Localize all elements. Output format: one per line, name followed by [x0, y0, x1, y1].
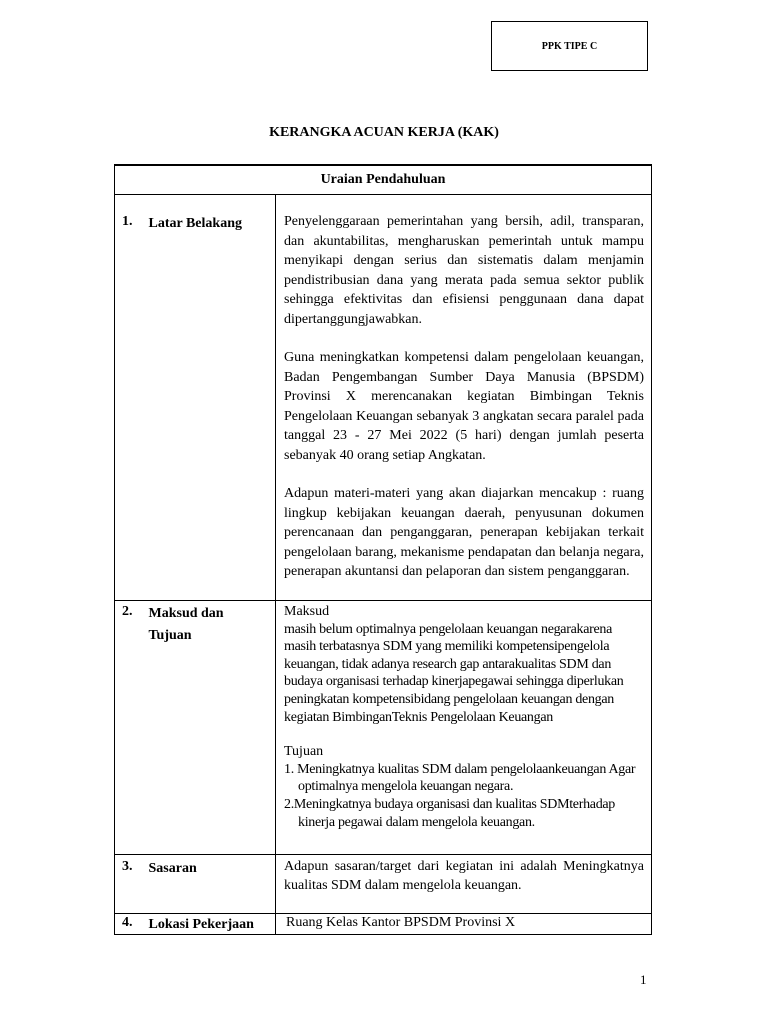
row-number: 4. [122, 915, 133, 930]
row-content-cell [276, 914, 652, 935]
latar-belakang-paragraph-3: Adapun materi-materi yang akan diajarkan mencakup : ruang lingkup kebijakan keuangan daerah, penyusunan dokumen perencanaan dan penganggaran, penerapan kebijakan terkait pengelolaan barang, mekanisme pendapatan dan belanja negara, penerapan akuntansi dan pelaporan dan sistem penganggaran. [284, 486, 644, 579]
row-number-cell [115, 914, 149, 935]
kak-table [114, 164, 652, 935]
tujuan-item-1: 1. Meningkatnya kualitas SDM dalam pengelolaankeuangan Agar optimalnya mengelola keuangan negara. [284, 761, 636, 795]
row-label-line-1: Maksud dan [148, 606, 224, 621]
tujuan-item-2: 2.Meningkatnya budaya organisasi dan kualitas SDMterhadap kinerja pegawai dalam mengelola keuangan. [284, 796, 616, 830]
ppk-tipe-label: PPK TIPE C [541, 40, 598, 52]
table-header-row [115, 165, 652, 195]
table-row-sasaran [115, 855, 652, 914]
row-label-line-2: Tujuan [148, 628, 192, 643]
row-label: Sasaran [148, 861, 197, 876]
row-number: 2. [122, 604, 133, 619]
row-content-cell [276, 855, 652, 914]
tujuan-heading: Tujuan [284, 744, 324, 760]
row-number: 3. [122, 859, 133, 874]
table-row-lokasi [115, 914, 652, 935]
row-number-cell [115, 855, 149, 914]
row-label: Latar Belakang [148, 216, 242, 231]
sasaran-text: Adapun sasaran/target dari kegiatan ini adalah Meningkatnya kualitas SDM dalam mengelola keuangan. [284, 859, 644, 893]
row-label-cell [149, 195, 276, 601]
row-label: Lokasi Pekerjaan [148, 917, 254, 932]
page-number: 1 [640, 972, 647, 987]
lokasi-text: Ruang Kelas Kantor BPSDM Provinsi X [286, 915, 516, 930]
table-row-maksud-tujuan [115, 601, 652, 855]
ppk-tipe-box [491, 21, 648, 71]
row-number: 1. [122, 214, 133, 229]
row-number-cell [115, 601, 149, 855]
row-number-cell [115, 195, 149, 601]
row-label-cell [149, 855, 276, 914]
table-row-latar-belakang [115, 195, 652, 601]
maksud-text: masih belum optimalnya pengelolaan keuangan negarakarena masih terbatasnya SDM yang memiliki kompetensipengelola keuangan, tidak adanya research gap antarakualitas SDM dan budaya organisasi terhadap kinerjapegawai sehingga diperlukan peningkatan kompetensibidang pengelolaan keuangan dengan kegiatan BimbinganTeknis Pengelolaan Keuangan [284, 621, 624, 725]
row-label-cell [149, 601, 276, 855]
document-title: KERANGKA ACUAN KERJA (KAK) [269, 125, 499, 140]
row-label-cell [149, 914, 276, 935]
row-content-cell [276, 195, 652, 601]
latar-belakang-paragraph-1: Penyelenggaraan pemerintahan yang bersih, adil, transparan, dan akuntabilitas, mengharuskan pemerintah untuk mampu menyikapi dengan serius dan sistematis dalam menjamin pendistribusian dana yang merata pada semua sektor publik sehingga efektivitas dan efisiensi penggunaan dana dapat dipertanggungjawabkan. [284, 214, 644, 327]
latar-belakang-paragraph-2: Guna meningkatkan kompetensi dalam pengelolaan keuangan, Badan Pengembangan Sumber Daya Manusia (BPSDM) Provinsi X merencanakan kegiatan Bimbingan Teknis Pengelolaan Keuangan sebanyak 3 angkatan secara paralel pada tanggal 23 - 27 Mei 2022 (5 hari) dengan jumlah peserta sebanyak 40 orang setiap Angkatan. [284, 350, 644, 463]
maksud-heading: Maksud [284, 604, 330, 619]
section-header: Uraian Pendahuluan [115, 165, 652, 195]
row-content-cell [276, 601, 652, 855]
